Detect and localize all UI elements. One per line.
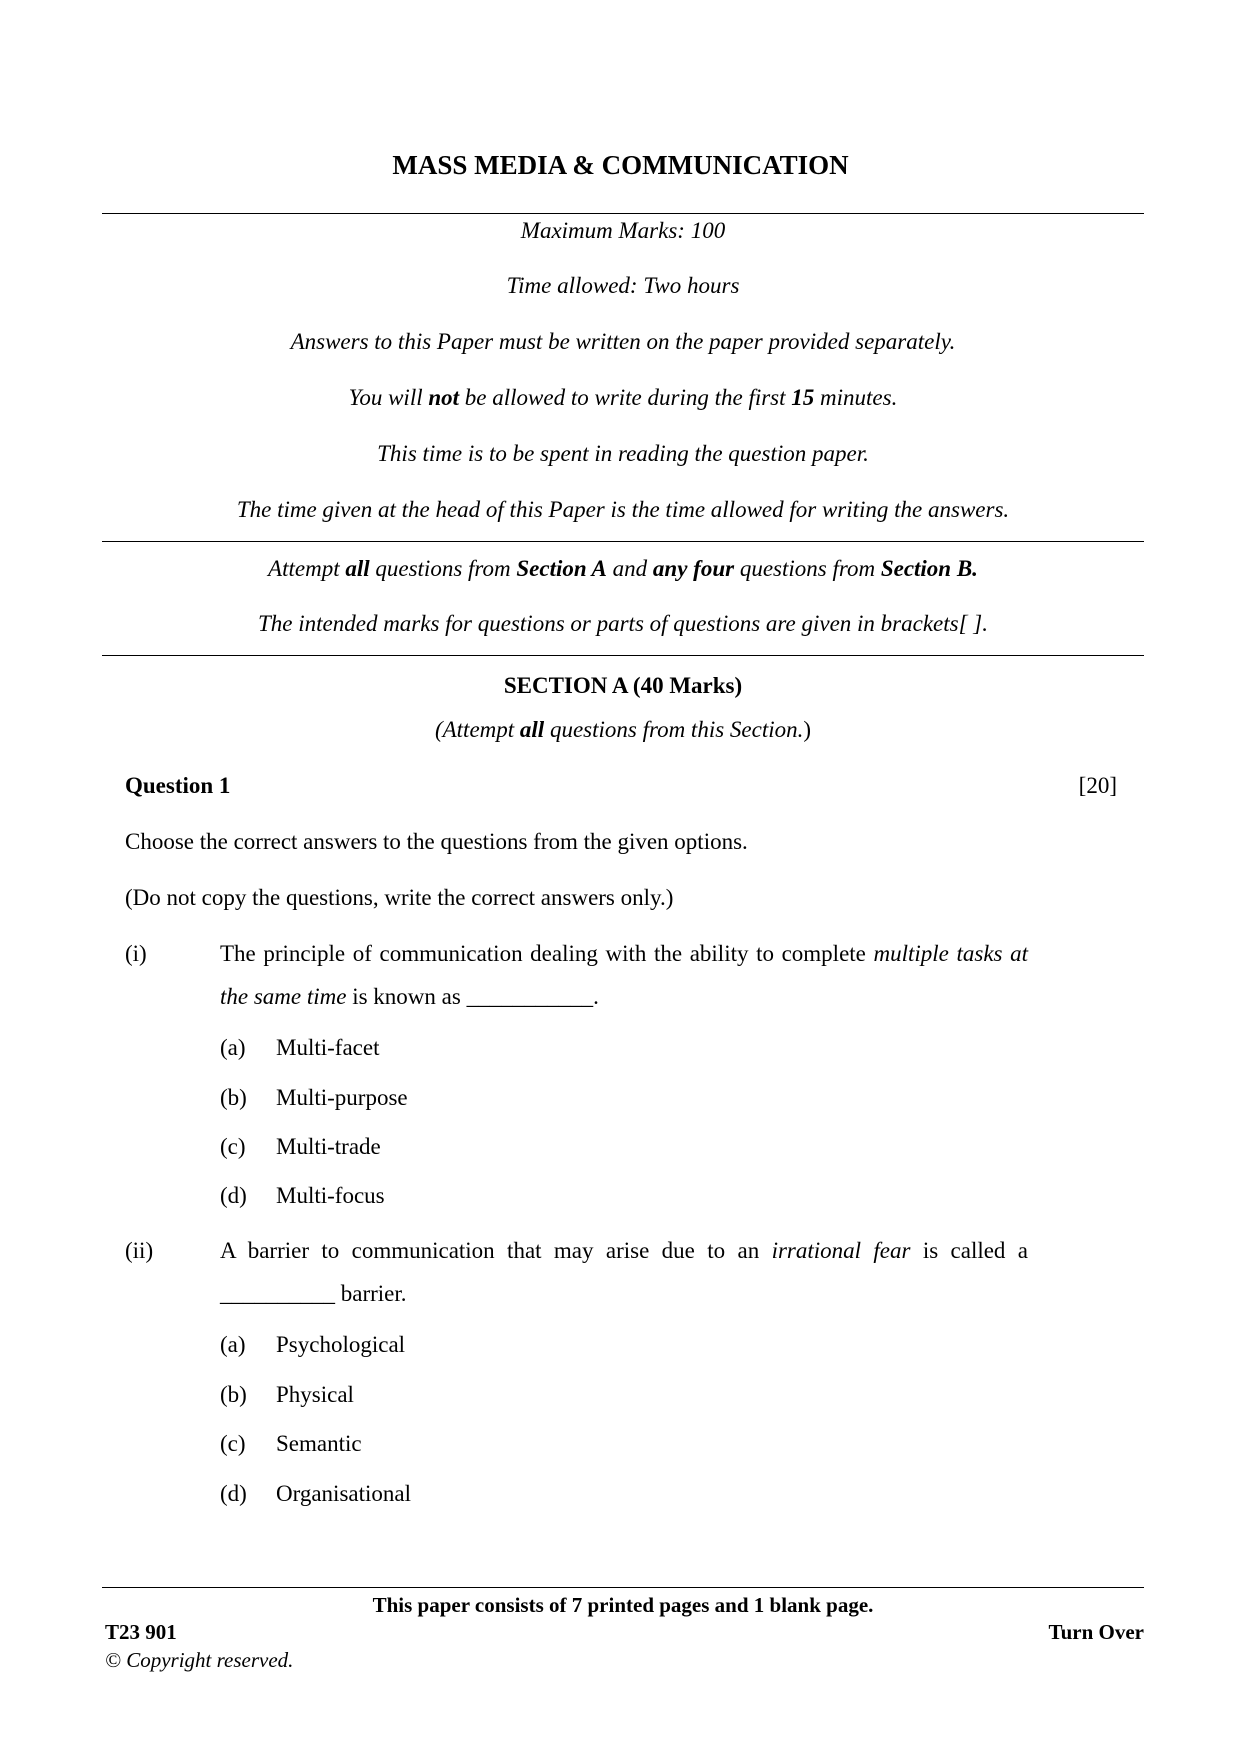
instruction-text: You will — [348, 385, 429, 410]
reading-time-instruction — [102, 385, 1144, 411]
option-text: Multi-focus — [276, 1183, 385, 1208]
option-letter: (a) — [220, 1332, 246, 1357]
option-letter: (b) — [220, 1085, 247, 1110]
marks-instruction: The intended marks for questions or parts of questions are given in brackets[ ]. — [258, 611, 988, 636]
section-a-heading: SECTION A (40 Marks) — [503, 673, 743, 698]
option-text: Psychological — [276, 1332, 406, 1357]
reading-instruction: This time is to be spent in reading the question paper. — [377, 441, 869, 466]
paper-code: T23 901 — [105, 1620, 177, 1644]
time-head-instruction: The time given at the head of this Paper is the time allowed for writing the answers. — [236, 497, 1010, 522]
instruction-text: questions from — [734, 556, 881, 581]
copyright-notice: © Copyright reserved. — [105, 1648, 294, 1672]
option-text: Multi-trade — [276, 1134, 381, 1159]
paper-title: MASS MEDIA & COMMUNICATION — [392, 150, 849, 180]
divider-middle — [102, 541, 1144, 542]
question-i-number: (i) — [125, 941, 147, 966]
question-text: The principle of communication dealing with the ability to complete — [220, 941, 874, 966]
question-1-marks: [20] — [1078, 773, 1117, 798]
question-ii-number: (ii) — [125, 1238, 154, 1263]
option-letter: (c) — [220, 1431, 246, 1456]
instruction-emphasis: Section A — [516, 556, 607, 581]
instruction-text: minutes. — [814, 385, 898, 410]
section-a-subheading — [102, 717, 1144, 743]
attempt-instruction — [102, 556, 1144, 582]
instruction-emphasis: any four — [652, 556, 735, 581]
divider-top — [102, 213, 1144, 214]
question-text: is called a __________ barrier. — [220, 1238, 1029, 1306]
question-1-intro: Choose the correct answers to the questions from the given options. — [125, 829, 748, 854]
divider-bottom — [102, 655, 1144, 656]
instruction-emphasis: all — [345, 556, 370, 581]
instruction-emphasis: 15 — [791, 385, 815, 410]
instruction-text: questions from — [369, 556, 517, 581]
option-letter: (b) — [220, 1382, 247, 1407]
option-text: Multi-purpose — [276, 1085, 408, 1110]
subheading-paren: ) — [803, 717, 812, 742]
option-letter: (d) — [220, 1481, 247, 1506]
subheading-text: (Attempt — [434, 717, 520, 742]
time-allowed: Time allowed: Two hours — [506, 273, 740, 298]
subheading-emphasis: all — [519, 717, 545, 742]
option-letter: (a) — [220, 1035, 246, 1060]
question-emphasis: irrational fear — [771, 1238, 911, 1263]
instruction-text: and — [606, 556, 653, 581]
max-marks: Maximum Marks: 100 — [520, 218, 726, 243]
option-letter: (d) — [220, 1183, 247, 1208]
option-text: Semantic — [276, 1431, 362, 1456]
instruction-emphasis: Section B. — [880, 556, 978, 581]
question-ii-text — [220, 1229, 1028, 1315]
turn-over-label: Turn Over — [1048, 1620, 1144, 1644]
question-text: A barrier to communication that may arise due to an — [220, 1238, 772, 1263]
instruction-text: Attempt — [268, 556, 346, 581]
question-text: is known as ___________. — [346, 984, 599, 1009]
question-i-text — [220, 932, 1028, 1018]
option-text: Physical — [276, 1382, 354, 1407]
option-text: Multi-facet — [276, 1035, 380, 1060]
question-1-note: (Do not copy the questions, write the correct answers only.) — [125, 885, 674, 910]
instruction-text: be allowed to write during the first — [459, 385, 792, 410]
instruction-emphasis: not — [428, 385, 460, 410]
answers-instruction: Answers to this Paper must be written on the paper provided separately. — [290, 329, 956, 354]
option-text: Organisational — [276, 1481, 411, 1506]
pages-note: This paper consists of 7 printed pages and 1 blank page. — [372, 1593, 874, 1617]
footer-divider — [102, 1587, 1144, 1588]
option-letter: (c) — [220, 1134, 246, 1159]
subheading-text: questions from this Section. — [544, 717, 804, 742]
question-1-label: Question 1 — [125, 773, 231, 798]
question-emphasis: multiple tasks at the same time — [220, 941, 1028, 1009]
